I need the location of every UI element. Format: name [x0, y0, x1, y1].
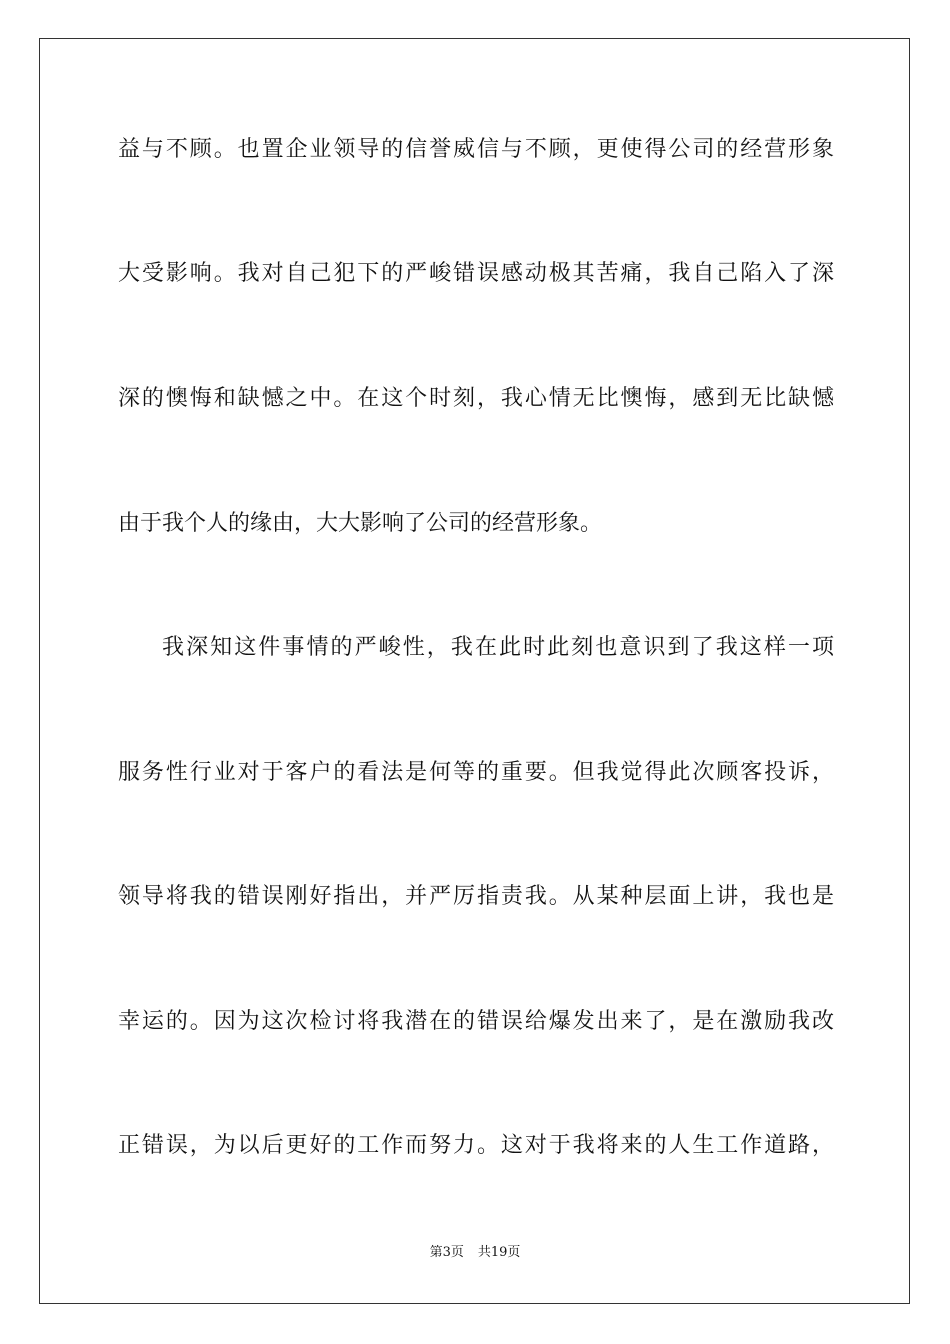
text-line: 领导将我的错误刚好指出，并严厉指责我。从某种层面上讲，我也是: [118, 884, 834, 909]
text-line: 益与不顾。也置企业领导的信誉威信与不顾，更使得公司的经营形象: [118, 137, 834, 162]
text-line: 深的懊悔和缺憾之中。在这个时刻，我心情无比懊悔，感到无比缺憾: [118, 386, 834, 411]
text-line: 由于我个人的缘由，大大影响了公司的经营形象。: [118, 511, 603, 536]
text-line: 大受影响。我对自己犯下的严峻错误感动极其苦痛，我自己陷入了深: [118, 261, 834, 286]
text-line: 幸运的。因为这次检讨将我潜在的错误给爆发出来了，是在激励我改: [118, 1009, 834, 1034]
paragraph-first-line: 我深知这件事情的严峻性，我在此时此刻也意识到了我这样一项: [162, 635, 834, 660]
page-footer: [0, 1244, 950, 1262]
text-line: 正错误，为以后更好的工作而努力。这对于我将来的人生工作道路，: [118, 1133, 834, 1158]
page-border: [39, 38, 910, 1304]
page-total: 共19页: [477, 1245, 521, 1260]
page-number: 第3页: [429, 1245, 464, 1260]
text-line: 服务性行业对于客户的看法是何等的重要。但我觉得此次顾客投诉，: [118, 760, 834, 785]
